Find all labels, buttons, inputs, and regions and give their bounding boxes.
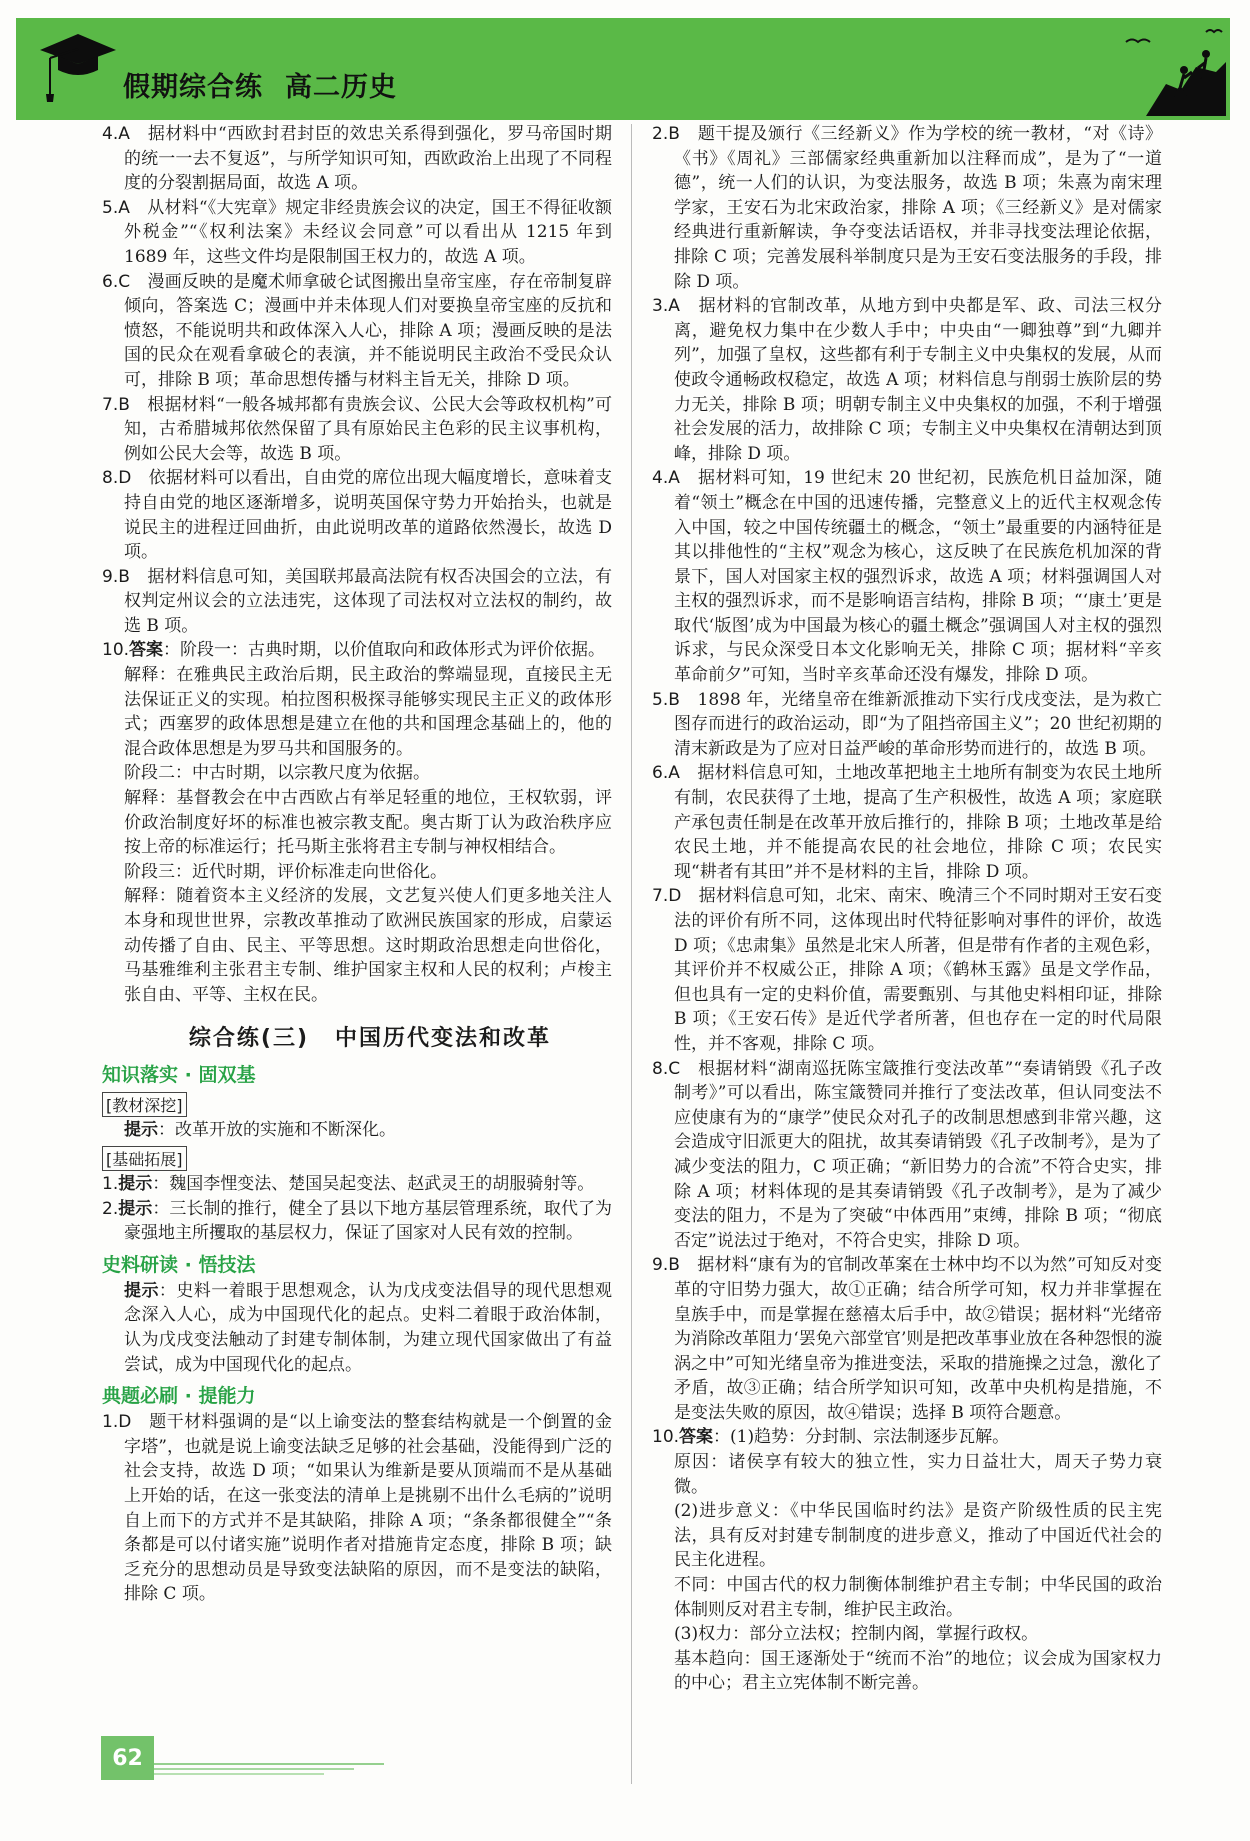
footer-decoration-lines [154,1760,394,1780]
answer-item: 9.B 据材料信息可知，美国联邦最高法院有权否决国会的立法，有权判定州议会的立法违宪，这体现了司法权对立法权的制约，故选 B 项。 [102,566,612,636]
explanation: 解释：基督教会在中古西欧占有举足轻重的地位，王权软弱，评价政治制度好坏的标准也被宗教支配。奥古斯丁认为政治秩序应按上帝的标准运行；托马斯主张将君主专制与神权相结合。 [124,788,612,858]
answer-para: (2)进步意义：《中华民国临时约法》是资产阶级性质的民主宪法，具有反对封建专制制度的进步意义，推动了中国近代社会的民主化进程。 [674,1501,1162,1571]
page-number: 62 [101,1736,154,1780]
answer-item: 8.D 依据材料可以看出，自由党的席位出现大幅度增长，意味着支持自由党的地区逐渐增多，说明英国保守势力开始抬头，也就是说民主的进程迂回曲折，由此说明改革的道路依然漫长，故选 D 项。 [102,468,613,563]
answer-para: 原因：诸侯享有较大的独立性，实力日益壮大，周天子势力衰微。 [674,1452,1162,1497]
answer-item: 5.A 从材料“《大宪章》规定非经贵族会议的决定，国王不得征收额外税金”“《权利法案》未经议会同意”可以看出从 1215 年到 1689 年，这些文件均是限制国王权力的，故选 A 项。 [102,197,612,267]
answer-item: 4.A 据材料中“西欧封君封臣的效忠关系得到强化，罗马帝国时期的统一一去不复返”，与所学知识可知，西欧政治上出现了不同程度的分裂割据局面，故选 A 项。 [102,124,612,194]
answer-item: 9.B 据材料“康有为的官制改革案在士林中均不以为然”可知反对变革的守旧势力强大，故①正确；结合所学可知，权力并非掌握在皇族手中，而是掌握在慈禧太后手中，故②错误；据材料“光绪帝为消除改革阻力‘罢免六部堂官’则是把改革事业放在各种怨恨的漩涡之中”可知光绪皇帝为推进变法，采取的措施操之过急，激化了矛盾，故③正确；结合所学知识可知，改革中央机构是措施，不是变法失败的原因，故④错误；选择 B 项符合题意。 [652,1255,1163,1423]
answer-para: 不同：中国古代的权力制衡体制维护君主专制；中华民国的政治体制则反对君主专制，维护民主政治。 [674,1575,1162,1620]
answer-item: 7.B 根据材料“一般各城邦都有贵族会议、公民大会等政权机构”可知，古希腊城邦依然保留了具有原始民主色彩的民主议事机构，例如公民大会等，故选 B 项。 [102,394,613,464]
source-heading: 史料研读 · 悟技法 [102,1253,256,1276]
stage-text: 阶段三：近代时期，评价标准走向世俗化。 [124,861,447,882]
explanation: 解释：在雅典民主政治后期，民主政治的弊端显现，直接民主无法保证正义的实现。柏拉图积极探寻能够实现民主正义的政体形式；西塞罗的政体思想是建立在他的共和国理念基础上的，他的混合政体思想是为罗马共和国服务的。 [124,665,612,759]
answer-item: 4.A 据材料可知，19 世纪末 20 世纪初，民族危机日益加深，随着“领土”概念在中国的迅速传播，完整意义上的近代主权观念传入中国，较之中国传统疆土的概念，“领土”最重要的内涵特征是其以排他性的“主权”观念为核心，这反映了在民族危机加深的背景下，国人对国家主权的强烈诉求，故选 A 项；材料强调国人对主权的强烈诉求，而不是影响语言结构，排除 B 项；“‘康土’更是取代‘版图’成为中国最为核心的疆土概念”强调国人对主权的强烈诉求，与民众深受日本文化影响无关，排除 C 项；据材料“辛亥革命前夕”可知，当时辛亥革命还没有爆发，排除 D 项。 [652,468,1162,686]
answer-item: 5.B 1898 年，光绪皇帝在维新派推动下实行戊戌变法，是为救亡图存而进行的政治运动，即“为了阻挡帝国主义”；20 世纪初期的清末新政是为了应对日益严峻的革命形势而进行的，故选 B 项。 [652,689,1163,759]
tip-text: 提示：史料一着眼于思想观念，认为戊戌变法倡导的现代思想观念深入人心，成为中国现代化的起点。史料二着眼于政治体制，认为戊戌变法触动了封建专制体制，为建立现代国家做出了有益尝试，成为中国现代化的起点。 [124,1280,613,1375]
column-divider [631,124,632,1784]
right-column [652,122,1162,1696]
answer-item: 7.D 据材料信息可知，北宋、南宋、晚清三个不同时期对王安石变法的评价有所不同，这体现出时代特征影响对事件的评价，故选 D 项；《忠肃集》虽然是北宋人所著，但是带有作者的主观色彩，其评价并不权威公正，排除 A 项；《鹤林玉露》虽是文学作品，但也具有一定的史料价值，需要甄别、与其他史料相印证，排除 B 项；《王安石传》是近代学者所著，但也存在一定的时代局限性，并不客观，排除 C 项。 [652,886,1163,1054]
answer-item: 6.A 据材料信息可知，土地改革把地主土地所有制变为农民土地所有制，农民获得了土地，提高了生产积极性，故选 A 项；家庭联产承包责任制是在改革开放后推行的，排除 B 项；土地改革是给农民土地，并不能提高农民的社会地位，排除 C 项；农民实现“耕者有其田”并不是材料的主旨，排除 D 项。 [652,763,1163,882]
answer-item: 3.A 据材料的官制改革，从地方到中央都是军、政、司法三权分离，避免权力集中在少数人手中；中央由“一卿独尊”到“九卿并列”，加强了皇权，这些都有利于专制主义中央集权的发展，从而使政令通畅政权稳定，故选 A 项；材料信息与削弱士族阶层的势力无关，排除 B 项；明朝专制主义中央集权的加强，不利于增强社会发展的活力，故排除 C 项；专制主义中央集权在清朝达到顶峰，排除 D 项。 [652,296,1163,464]
stage-text: 阶段二：中古时期，以宗教尺度为依据。 [124,763,430,784]
boxed-subheading: [教材深挖] [102,1092,187,1117]
answer-item: 6.C 漫画反映的是魔术师拿破仑试图搬出皇帝宝座，存在帝制复辟倾向，答案选 C；漫画中并未体现人们对要换皇帝宝座的反抗和愤怒，不能说明共和政体深入人心，排除 A 项；漫画反映的是法国的民众在观看拿破仑的表演，并不能说明民主政治不受民众认可，排除 B 项；革命思想传播与材料主旨无关，排除 D 项。 [102,271,612,390]
tip-item: 2.提示：三长制的推行，健全了县以下地方基层管理系统，取代了为豪强地主所攫取的基层权力，保证了国家对人民有效的控制。 [102,1198,613,1244]
practice-heading: 典题必刷 · 提能力 [102,1385,256,1408]
answer-item: 2.B 题干提及颁行《三经新义》作为学校的统一教材，“对《诗》《书》《周礼》三部儒家经典重新加以注释而成”，是为了“一道德”，统一人们的认识，为变法服务，故选 B 项；朱熹为南宋理学家，王安石为北宋政治家，排除 A 项；《三经新义》是对儒家经典进行重新解读，争夺变法话语权，并非寻找变法理论依据，排除 C 项；完善发展科举制度只是为王安石变法服务的手段，排除 D 项。 [652,124,1162,292]
answer-para: 基本趋向：国王逐渐处于“统而不治”的地位；议会成为国家权力的中心；君主立宪体制不断完善。 [674,1648,1162,1694]
section-title: 综合练(三) 中国历代变法和改革 [188,1026,552,1052]
climbers-decoration-icon [1056,22,1226,116]
tip-text: 提示：改革开放的实施和不断深化。 [124,1120,396,1141]
header-title-main: 假期综合练 [123,72,263,103]
answer-item: 8.C 根据材料“湖南巡抚陈宝箴推行变法改革”“奏请销毁《孔子改制考》”可以看出，陈宝箴赞同并推行了变法改革，但认同变法不应使康有为的“康学”使民众对孔子的改制思想感到非常兴趣，这会造成守旧派更大的阻扰，故其奏请销毁《孔子改制考》，是为了减少变法的阻力，C 项正确；“新旧势力的合流”不符合史实，排除 A 项；材料体现的是其奏请销毁《孔子改制考》，是为了减少变法的阻力，不是为了突破“中体西用”束缚，排除 B 项；“彻底否定”说法过于绝对，不符合史实，排除 D 项。 [652,1058,1163,1251]
left-column [102,122,612,1607]
page-header [16,18,1230,120]
header-title [123,65,397,104]
tip-item: 1.提示：魏国李悝变法、楚国吴起变法、赵武灵王的胡服骑射等。 [102,1173,595,1194]
answer-item: 10.答案：(1)趋势：分封制、宗法制逐步瓦解。 [652,1427,1010,1448]
boxed-subheading: [基础拓展] [102,1146,187,1171]
answer-item: 10.答案：阶段一：古典时期，以价值取向和政体形式为评价依据。 [102,640,606,661]
graduation-cap-icon [38,24,118,104]
header-title-sub: 高二历史 [285,72,397,103]
knowledge-heading: 知识落实 · 固双基 [102,1064,256,1087]
answer-para: (3)权力：部分立法权；控制内阁，掌握行政权。 [674,1624,1039,1645]
explanation: 解释：随着资本主义经济的发展，文艺复兴使人们更多地关注人本身和现世世界，宗教改革推动了欧洲民族国家的形成，启蒙运动传播了自由、民主、平等思想。这时期政治思想走向世俗化，马基雅维利主张君主专制、维护国家主权和人民的权利；卢梭主张自由、平等、主权在民。 [124,886,612,1005]
answer-item: 1.D 题干材料强调的是“以上谕变法的整套结构就是一个倒置的金字塔”，也就是说上谕变法缺乏足够的社会基础，没能得到广泛的社会支持，故选 D 项；“如果认为维新是要从顶端而不是从基础上开始的话，在这一张变法的清单上是挑剔不出什么毛病的”说明自上而下的方式并不是其缺陷，排除 A 项；“条条都很健全”“条条都是可以付诸实施”说明作者对措施肯定态度，排除 B 项；缺乏充分的思想动员是导致变法缺陷的原因，而不是变法的缺陷，排除 C 项。 [102,1412,612,1605]
